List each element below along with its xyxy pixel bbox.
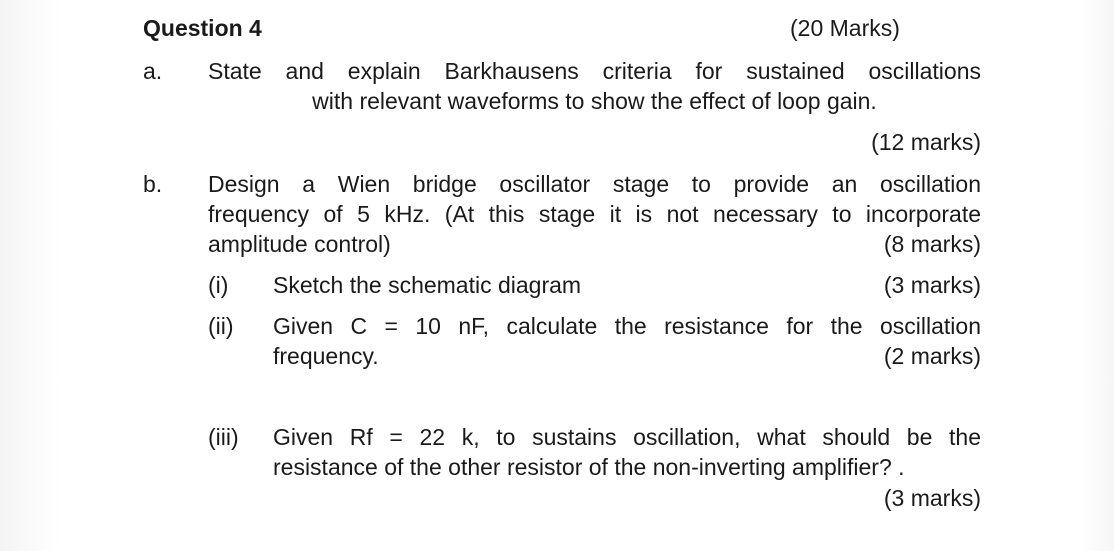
sub-iii-line-2: resistance of the other resistor of the non-inverting amplifier? . xyxy=(273,454,905,480)
part-b-line-1: Design a Wien bridge oscillator stage to provide an oscillation xyxy=(208,171,981,197)
part-b-label: b. xyxy=(143,171,163,197)
sub-ii-marks: (2 marks) xyxy=(883,343,981,369)
sub-ii-line-2: frequency. xyxy=(273,343,379,369)
part-a-line-1: State and explain Barkhausens criteria for sustained oscillations xyxy=(208,58,981,84)
part-a-marks: (12 marks) xyxy=(871,129,981,155)
part-a-label: a. xyxy=(143,58,163,84)
sub-iii-line-1: Given Rf = 22 k, to sustains oscillation, what should be the xyxy=(273,424,981,450)
sub-iii-label: (iii) xyxy=(208,424,239,450)
question-total-marks: (20 Marks) xyxy=(790,15,900,41)
part-b-line-3: amplitude control) xyxy=(208,231,391,257)
sub-ii-line-1: Given C = 10 nF, calculate the resistance for the oscillation xyxy=(273,313,981,339)
sub-i-label: (i) xyxy=(208,272,229,298)
sub-i-marks: (3 marks) xyxy=(883,272,981,298)
part-b-marks: (8 marks) xyxy=(883,231,981,257)
sub-iii-marks: (3 marks) xyxy=(883,485,981,511)
sub-ii-label: (ii) xyxy=(208,313,234,339)
question-title: Question 4 xyxy=(143,15,262,41)
sub-i-text: Sketch the schematic diagram xyxy=(273,272,582,298)
part-b-line-2: frequency of 5 kHz. (At this stage it is not necessary to incorporate xyxy=(208,201,981,227)
part-a-line-2: with relevant waveforms to show the effect of loop gain. xyxy=(312,88,877,114)
